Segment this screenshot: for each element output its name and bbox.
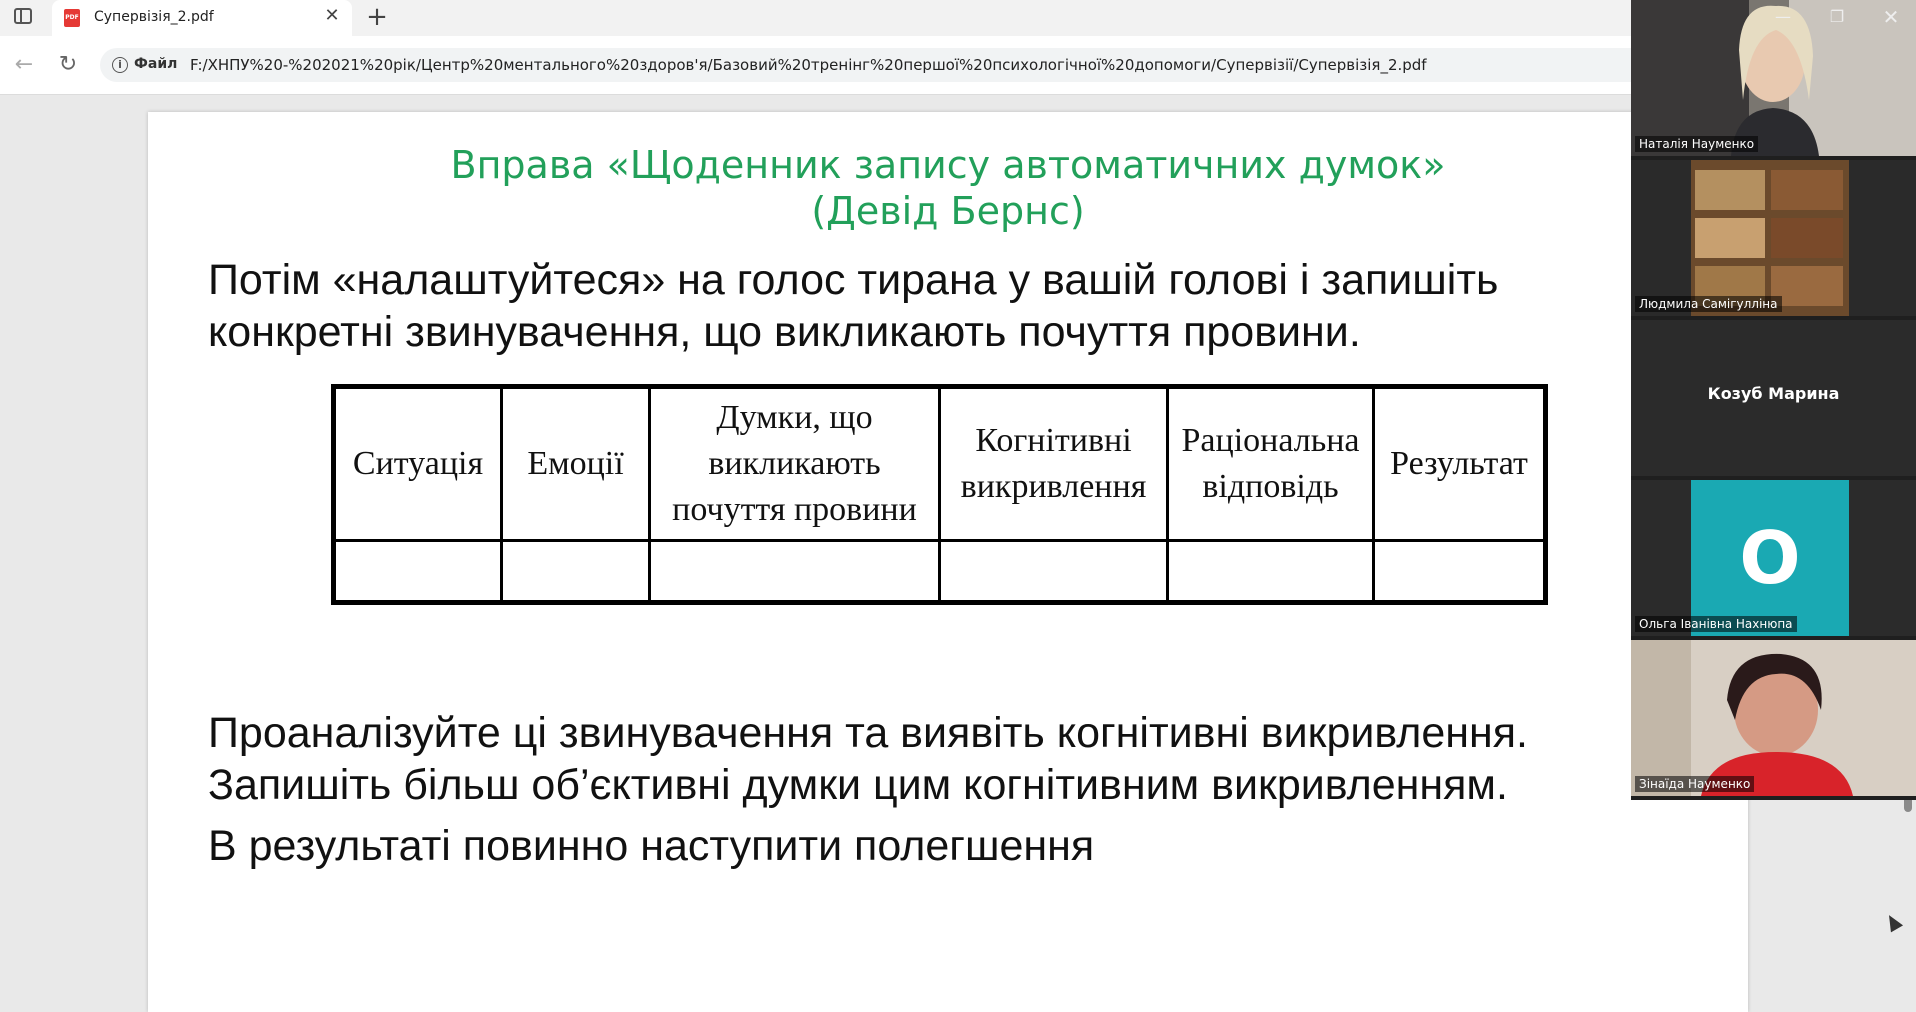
sidebar-toggle-icon[interactable]	[14, 8, 32, 24]
participant-tile[interactable]	[1631, 640, 1916, 796]
window-controls	[1676, 0, 1916, 34]
header-rational-line-1: Раціональна	[1181, 422, 1360, 459]
header-thoughts	[650, 387, 940, 541]
paragraph-1	[208, 254, 1498, 358]
slide-title-line-2: (Девід Бернс)	[811, 189, 1085, 233]
header-thoughts-line-2: викликають	[708, 445, 881, 482]
file-scheme-label: Файл	[134, 56, 178, 72]
paragraph-2	[208, 707, 1528, 811]
avatar	[1691, 480, 1849, 636]
minimize-icon[interactable]: —	[1775, 7, 1791, 26]
header-cognitive-line-1: Когнітивні	[975, 422, 1132, 459]
table-row	[334, 541, 1546, 603]
header-emotions: Емоції	[502, 387, 650, 541]
table-cell	[650, 541, 940, 603]
back-button[interactable]: ←	[14, 52, 34, 77]
avatar-initial: О	[1739, 516, 1801, 600]
participant-name: Ольга Іванівна Нахнюпа	[1635, 616, 1797, 632]
table-cell	[502, 541, 650, 603]
pdf-file-icon: PDF	[64, 9, 80, 27]
close-icon[interactable]: ✕	[1882, 5, 1900, 29]
header-thoughts-line-3: почуття провини	[672, 491, 917, 528]
pdf-page	[148, 112, 1748, 1012]
table-header-row	[334, 387, 1546, 541]
info-icon[interactable]: i	[112, 57, 128, 73]
header-situation: Ситуація	[334, 387, 502, 541]
navigation-bar	[0, 36, 1916, 95]
table-cell	[1168, 541, 1374, 603]
header-rational-response	[1168, 387, 1374, 541]
pdf-viewer	[0, 95, 1916, 998]
video-call-panel	[1631, 0, 1916, 800]
paragraph-1-line-1: Потім «налаштуйтеся» на голос тирана у вашій голові і запишіть	[208, 256, 1499, 304]
paragraph-2-line-1: Проаналізуйте ці звинувачення та виявіть когнітивні викривлення.	[208, 709, 1528, 757]
slide-title-line-1: Вправа «Щоденник запису автоматичних думок»	[450, 143, 1446, 187]
paragraph-2-line-2: Запишіть більш об’єктивні думки цим когнітивним викривленням.	[208, 761, 1508, 809]
participant-tile[interactable]	[1631, 480, 1916, 636]
participant-name-center: Козуб Марина	[1707, 384, 1840, 403]
table-cell	[940, 541, 1168, 603]
participant-name: Зінаїда Науменко	[1635, 776, 1754, 792]
participant-tile[interactable]	[1631, 320, 1916, 476]
participant-video	[1631, 160, 1916, 316]
tab-title: Супервізія_2.pdf	[94, 9, 214, 25]
participant-name: Наталія Науменко	[1635, 136, 1758, 152]
header-rational-line-2: відповідь	[1202, 468, 1339, 505]
thought-diary-table	[331, 384, 1548, 605]
new-tab-button[interactable]: +	[366, 2, 388, 32]
reload-button[interactable]: ↻	[58, 52, 78, 77]
close-tab-icon[interactable]: ✕	[324, 5, 340, 26]
header-result: Результат	[1374, 387, 1546, 541]
url-text[interactable]: F:/ХНПУ%20-%202021%20рік/Центр%20ментального%20здоров'я/Базовий%20тренінг%20першої%20психологічної%20допомоги/Супервізії/Супервізія_2.pdf	[190, 56, 1427, 74]
paragraph-3: В результаті повинно наступити полегшення	[208, 822, 1095, 870]
participant-tile[interactable]	[1631, 160, 1916, 316]
header-cognitive-line-2: викривлення	[960, 468, 1147, 505]
table-cell	[1374, 541, 1546, 603]
slide-title	[148, 142, 1748, 234]
browser-tab[interactable]	[52, 0, 352, 36]
participant-name: Людмила Самігулліна	[1635, 296, 1782, 312]
header-thoughts-line-1: Думки, що	[716, 399, 873, 436]
tab-bar	[0, 0, 1916, 36]
table-cell	[334, 541, 502, 603]
restore-icon[interactable]: ❐	[1829, 7, 1845, 26]
participant-video	[1631, 640, 1916, 796]
header-cognitive-distortions	[940, 387, 1168, 541]
paragraph-1-line-2: конкретні звинувачення, що викликають почуття провини.	[208, 308, 1361, 356]
address-bar[interactable]	[100, 48, 1660, 82]
